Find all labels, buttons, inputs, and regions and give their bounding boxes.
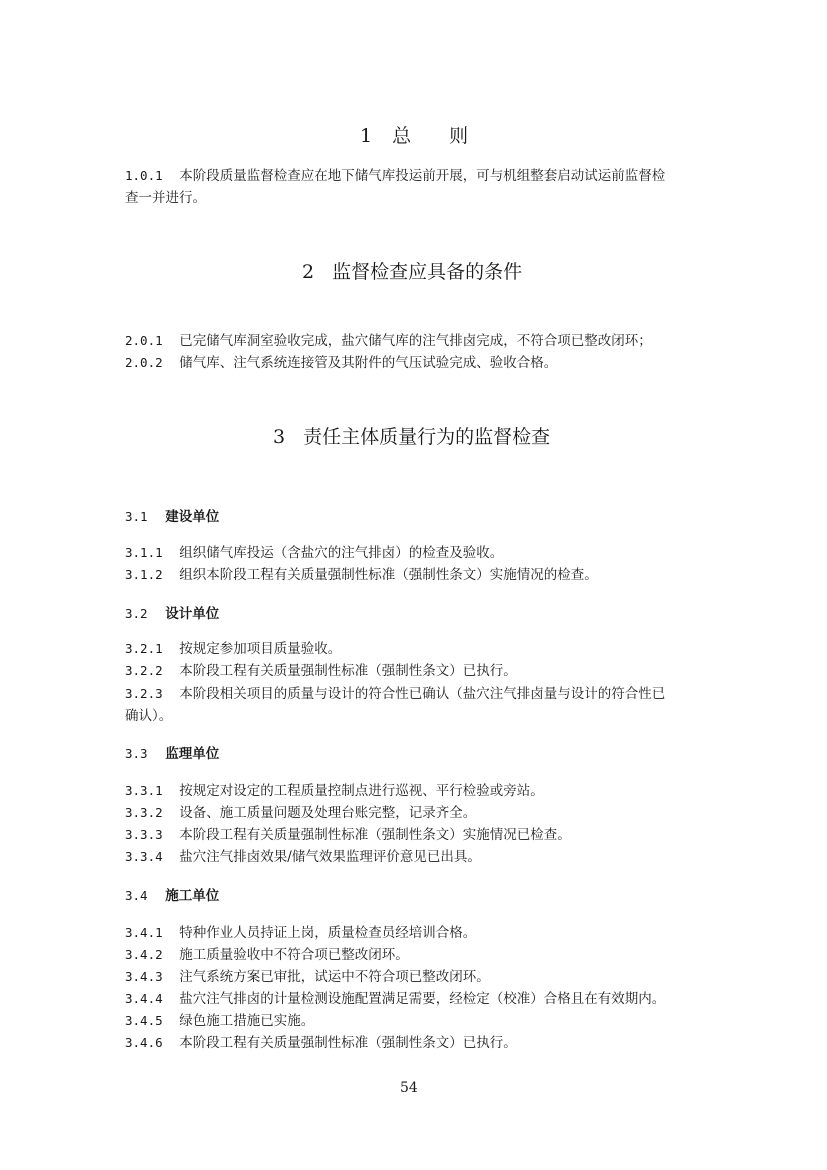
clause-number: 3.3.1 [125,783,163,798]
chapter-number: 2 [302,261,315,283]
paragraph-3-1-1 [125,542,503,564]
paragraph-3-4-1 [125,922,476,944]
clause-text: 按规定对设定的工程质量控制点进行巡视、平行检验或旁站。 [179,783,544,799]
clause-text: 本阶段工程有关质量强制性标准（强制性条文）实施情况已检查。 [179,827,571,843]
chapter-number: 3 [273,426,286,448]
clause-text: 特种作业人员持证上岗，质量检查员经培训合格。 [179,925,477,941]
clause-number: 3.2.3 [125,686,163,701]
chapter-title: 总 则 [392,125,469,147]
clause-number: 3.3.2 [125,805,163,820]
chapter-title: 责任主体质量行为的监督检查 [303,426,551,448]
chapter-title: 监督检查应具备的条件 [332,261,523,283]
paragraph-3-1-2 [125,564,598,586]
paragraph-2-0-1 [125,330,652,352]
section-number: 3.1 [125,509,148,524]
paragraph-3-3-4 [125,846,481,868]
paragraph-2-0-2 [125,352,557,374]
paragraph-3-2-1 [125,638,341,660]
clause-number: 3.1.2 [125,567,163,582]
clause-text: 盐穴注气排卤的计量检测设施配置满足需要，经检定（校准）合格且在有效期内。 [179,991,666,1007]
clause-number: 3.4.2 [125,947,163,962]
paragraph-3-4-2 [125,944,409,966]
clause-text: 已完储气库洞室验收完成，盐穴储气库的注气排卤完成，不符合项已整改闭环； [179,333,652,349]
paragraph-3-4-4 [125,988,665,1010]
clause-number: 3.4.6 [125,1035,163,1050]
section-title: 监理单位 [165,746,220,762]
clause-number: 3.2.2 [125,663,163,678]
clause-number: 1.0.1 [125,168,163,183]
clause-text: 本阶段质量监督检查应在地下储气库投运前开展，可与机组整套启动试运前监督检 [179,168,666,184]
section-title: 施工单位 [165,888,220,904]
page-number: 54 [400,1080,418,1096]
paragraph-3-3-3 [125,824,571,846]
paragraph-3-2-3 [125,683,665,705]
section-number: 3.2 [125,606,148,621]
paragraph-3-2-2 [125,660,517,682]
section-title: 建设单位 [165,509,220,525]
clause-number: 3.4.1 [125,925,163,940]
clause-number: 3.4.4 [125,991,163,1006]
section-title: 设计单位 [165,606,220,622]
clause-text: 按规定参加项目质量验收。 [179,641,342,657]
clause-text: 注气系统方案已审批，试运中不符合项已整改闭环。 [179,969,490,985]
clause-text: 本阶段工程有关质量强制性标准（强制性条文）已执行。 [179,1035,517,1051]
clause-number: 3.2.1 [125,641,163,656]
clause-number: 2.0.1 [125,333,163,348]
chapter-number: 1 [360,125,373,147]
clause-text: 设备、施工质量问题及处理台账完整，记录齐全。 [179,805,477,821]
paragraph-3-4-3 [125,966,490,988]
paragraph-3-4-6 [125,1032,517,1054]
chapter-2-heading [302,257,522,284]
clause-text: 组织本阶段工程有关质量强制性标准（强制性条文）实施情况的检查。 [179,567,598,583]
section-3-2-heading [125,602,219,622]
section-3-4-heading [125,884,219,904]
paragraph-3-2-3-cont: 确认）。 [125,708,173,724]
clause-text: 盐穴注气排卤效果/储气效果监理评价意见已出具。 [179,849,481,865]
clause-number: 3.3.4 [125,849,163,864]
paragraph-3-4-5 [125,1010,314,1032]
clause-text: 组织储气库投运（含盐穴的注气排卤）的检查及验收。 [179,545,504,561]
clause-number: 3.3.3 [125,827,163,842]
clause-text: 储气库、注气系统连接管及其附件的气压试验完成、验收合格。 [179,355,558,371]
chapter-3-heading [273,422,550,449]
paragraph-1-0-1 [125,165,705,187]
section-number: 3.3 [125,746,148,761]
section-3-1-heading [125,505,219,525]
chapter-1-heading [360,121,468,148]
clause-text: 施工质量验收中不符合项已整改闭环。 [179,947,409,963]
section-3-3-heading [125,742,219,762]
paragraph-3-3-2 [125,802,476,824]
clause-text: 本阶段工程有关质量强制性标准（强制性条文）已执行。 [179,663,517,679]
clause-number: 3.4.3 [125,969,163,984]
clause-number: 2.0.2 [125,355,163,370]
clause-number: 3.1.1 [125,545,163,560]
clause-number: 3.4.5 [125,1013,163,1028]
clause-text: 本阶段相关项目的质量与设计的符合性已确认（盐穴注气排卤量与设计的符合性已 [179,686,666,702]
clause-text: 绿色施工措施已实施。 [179,1013,315,1029]
section-number: 3.4 [125,888,148,903]
paragraph-3-3-1 [125,780,544,802]
paragraph-1-0-1-cont: 查一并进行。 [125,190,206,206]
